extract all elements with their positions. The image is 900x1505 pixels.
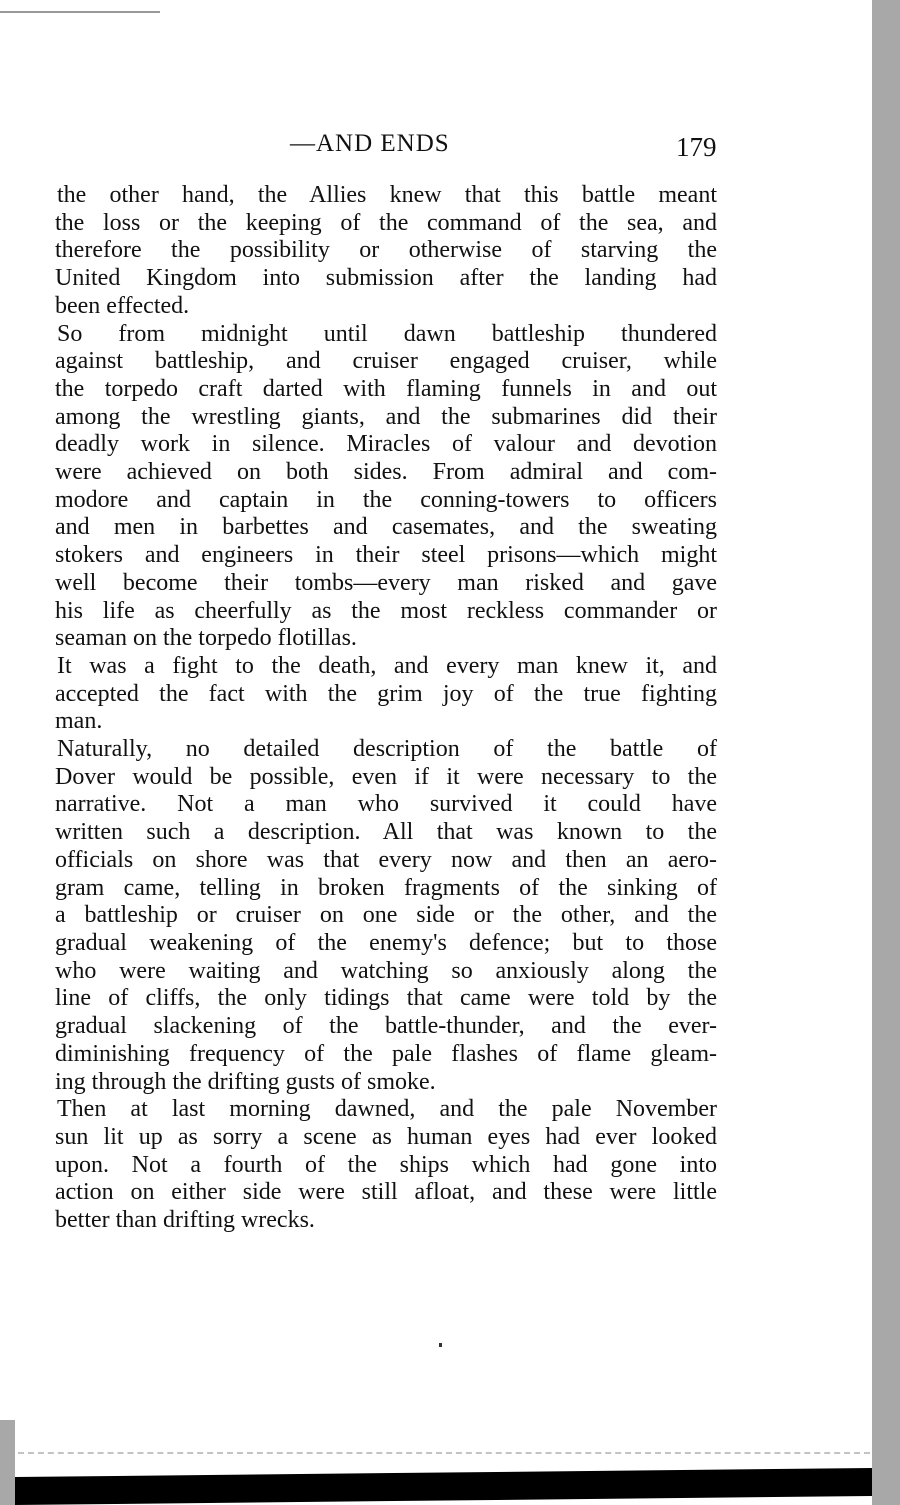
- paragraph: [55, 321, 717, 653]
- text-line: man.: [55, 708, 103, 735]
- scan-bottom-band: [15, 1468, 872, 1505]
- text-line: were achieved on both sides. From admiral and com-: [55, 459, 717, 486]
- body-text: [55, 182, 717, 1235]
- text-line: accepted the fact with the grim joy of the true fighting: [55, 680, 717, 707]
- text-line: United Kingdom into submission after the landing had: [55, 265, 717, 292]
- running-head-title: —AND ENDS: [290, 130, 450, 157]
- text-line: line of cliffs, the only tidings that came were told by the: [55, 985, 717, 1012]
- text-line: narrative. Not a man who survived it could have: [55, 791, 717, 818]
- scan-top-rule: [0, 11, 160, 13]
- text-line: gradual weakening of the enemy's defence; but to those: [55, 929, 717, 956]
- text-line: against battleship, and cruiser engaged cruiser, while: [55, 348, 717, 375]
- paragraph: [55, 653, 717, 736]
- text-line: sun lit up as sorry a scene as human eyes had ever looked: [55, 1123, 717, 1150]
- text-line: deadly work in silence. Miracles of valour and devotion: [55, 431, 717, 458]
- text-line: among the wrestling giants, and the submarines did their: [55, 403, 717, 430]
- paragraph: [55, 1096, 717, 1235]
- text-line: seaman on the torpedo flotillas.: [55, 625, 357, 652]
- running-head: [0, 130, 900, 164]
- text-line: and men in barbettes and casemates, and the sweating: [55, 514, 717, 541]
- scan-edge-right: [872, 0, 900, 1505]
- text-line: action on either side were still afloat, and these were little: [55, 1179, 717, 1206]
- ink-speck: [439, 1343, 442, 1347]
- text-line: Naturally, no detailed description of the battle of: [57, 736, 717, 763]
- text-line: been effected.: [55, 292, 190, 319]
- text-line: gram came, telling in broken fragments of the sinking of: [55, 874, 717, 901]
- scan-bottom-artifact: [18, 1452, 870, 1454]
- text-line: better than drifting wrecks.: [55, 1207, 315, 1234]
- text-line: the torpedo craft darted with flaming funnels in and out: [55, 375, 717, 402]
- text-line: a battleship or cruiser on one side or the other, and the: [55, 902, 717, 929]
- text-line: gradual slackening of the battle-thunder, and the ever-: [55, 1013, 717, 1040]
- text-line: stokers and engineers in their steel prisons—which might: [55, 542, 717, 569]
- page-number: 179: [676, 132, 717, 162]
- text-line: written such a description. All that was known to the: [55, 819, 717, 846]
- scan-edge-left: [0, 1420, 15, 1505]
- text-line: Then at last morning dawned, and the pale November: [57, 1096, 717, 1123]
- text-line: the other hand, the Allies knew that this battle meant: [57, 182, 717, 208]
- text-line: diminishing frequency of the pale flashes of flame gleam-: [55, 1040, 717, 1067]
- text-line: modore and captain in the conning-towers to officers: [55, 486, 717, 513]
- text-line: officials on shore was that every now and then an aero-: [55, 846, 717, 873]
- text-line: Dover would be possible, even if it were necessary to the: [55, 763, 717, 790]
- text-line: therefore the possibility or otherwise of starving the: [55, 237, 717, 264]
- paragraph: [55, 736, 717, 1096]
- text-line: So from midnight until dawn battleship thundered: [57, 320, 717, 347]
- text-line: who were waiting and watching so anxiously along the: [55, 957, 717, 984]
- text-line: It was a fight to the death, and every man knew it, and: [57, 652, 717, 679]
- text-line: well become their tombs—every man risked and gave: [55, 569, 717, 596]
- text-line: the loss or the keeping of the command of the sea, and: [55, 209, 717, 236]
- text-line: his life as cheerfully as the most reckless commander or: [55, 597, 717, 624]
- paragraph: [55, 182, 717, 321]
- text-line: upon. Not a fourth of the ships which had gone into: [55, 1151, 717, 1178]
- text-line: ing through the drifting gusts of smoke.: [55, 1068, 436, 1095]
